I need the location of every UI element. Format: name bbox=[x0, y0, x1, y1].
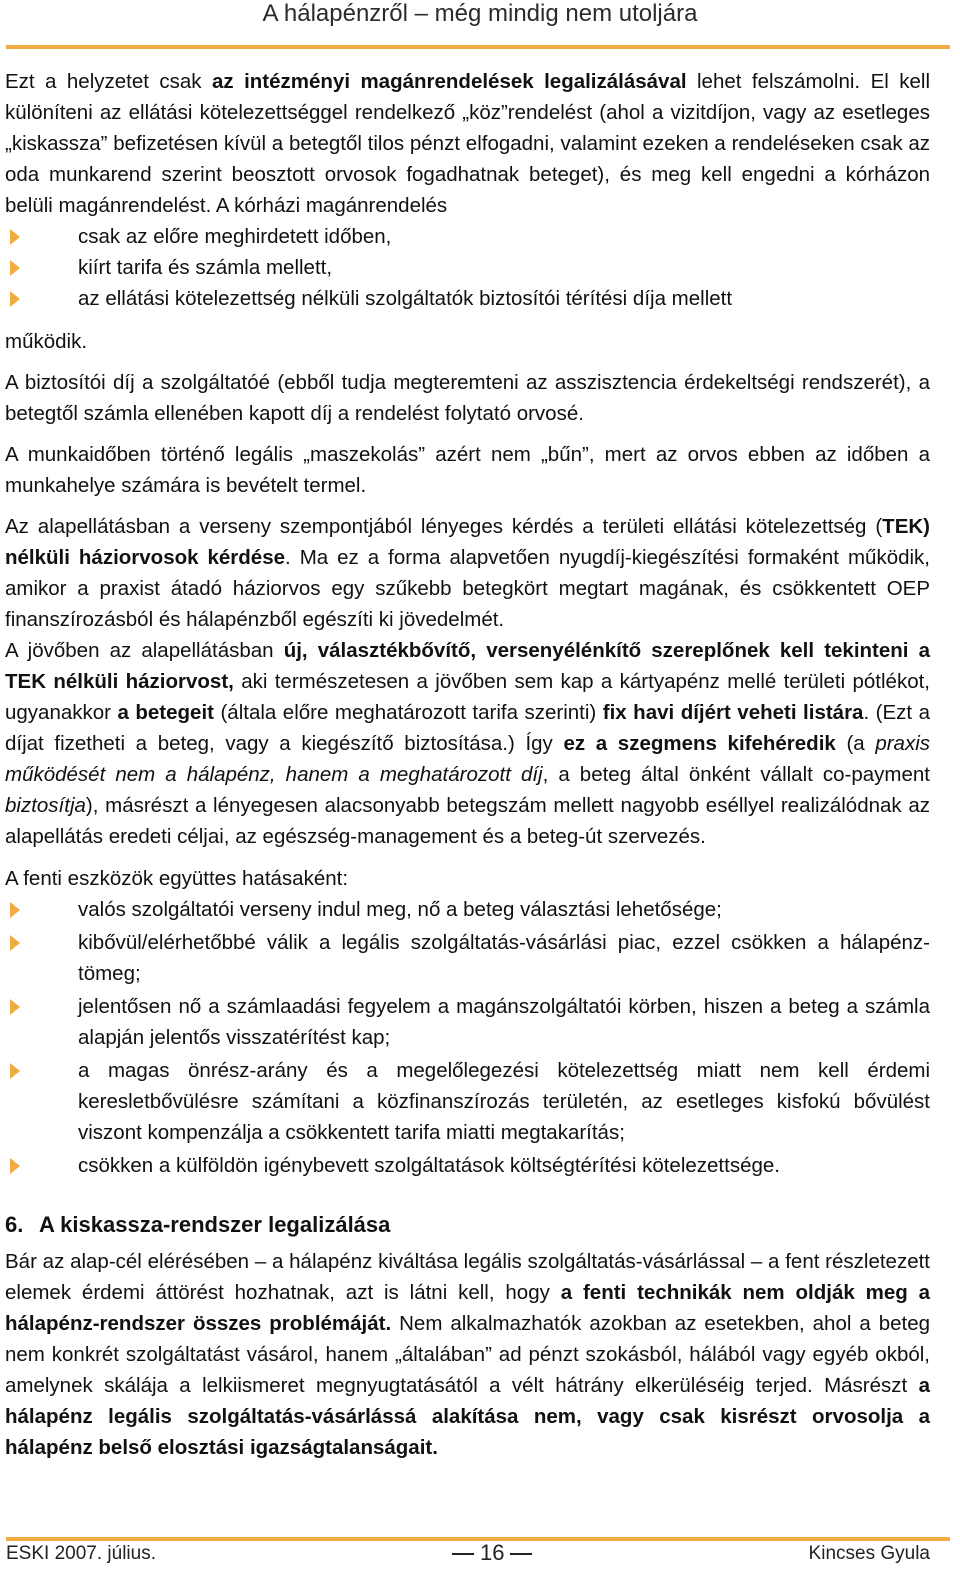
list-item: valós szolgáltatói verseny indul meg, nő a beteg választási lehetősége; bbox=[5, 894, 930, 925]
paragraph-5: A jövőben az alapellátásban új, választékbővítő, versenyélénkítő szereplőnek kell tekinteni a TEK nélküli háziorvost, aki természetesen a jövőben sem kap a kártyapénz mellé területi pótlékot, ugyanakkor a betegeit (általa előre meghatározott tarifa szerinti) fix havi díjért veheti listára. (Ezt a díjat fizetheti a beteg, vagy a kiegészítő biztosítása.) Így ez a szegmens kifehéredik (a praxis működését nem a hálapénz, hanem a meghatározott díj, a beteg által önként vállalt co-payment biztosítja), másrészt a lényegesen alacsonyabb betegszám mellett nagyobb eséllyel realizálódnak az alapellátás eredeti céljai, az egészség-management és a beteg-út szervezés. bbox=[5, 639, 931, 848]
page-footer bbox=[6, 1540, 930, 1569]
paragraph-1-end: működik. bbox=[5, 330, 88, 353]
list-item: csak az előre meghirdetett időben, bbox=[5, 221, 930, 252]
dash-decoration bbox=[510, 1553, 532, 1555]
bullet-list-1 bbox=[5, 221, 930, 314]
footer-left: ESKI 2007. július. bbox=[6, 1543, 156, 1564]
page-header-title: A hálapénzről – még mindig nem utoljára bbox=[262, 0, 698, 27]
list-item: a magas önrész-arány és a megelőlegezési kötelezettség miatt nem kell érdemi keresletbővülésre számítani a közfinanszírozás területén, az esetleges kisfokú bővülést viszont kompenzálja a csökkentett tarifa miatti megtakarítás; bbox=[5, 1055, 930, 1148]
bullet-arrow-icon bbox=[10, 1063, 20, 1079]
section-heading: 6. A kiskassza-rendszer legalizálása bbox=[5, 1212, 391, 1237]
footer-author: Kincses Gyula bbox=[808, 1543, 930, 1564]
dash-decoration bbox=[452, 1553, 474, 1555]
bullet-arrow-icon bbox=[10, 291, 20, 307]
paragraph-4: Az alapellátásban a verseny szempontjából lényeges kérdés a területi ellátási kötelezettség (TEK) nélküli háziorvosok kérdése. Ma ez a forma alapvetően nyugdíj-kiegészítési formaként működik, amikor a praxist átadó háziorvos egy szűkebb betegkört megtart magának, és csökkentett OEP finanszírozásból és hálapénzből egészíti ki jövedelmét. bbox=[5, 515, 930, 631]
bullet-arrow-icon bbox=[10, 229, 20, 245]
bullet-list-2 bbox=[5, 894, 930, 1181]
list-item: csökken a külföldön igénybevett szolgáltatások költségtérítési kötelezettsége. bbox=[5, 1150, 930, 1181]
bullet-arrow-icon bbox=[10, 999, 20, 1015]
paragraph-1: Ezt a helyzetet csak az intézményi magánrendelések legalizálásával lehet felszámolni. El kell különíteni az ellátási kötelezettséggel rendelkező „köz”rendelést (ahol a vizitdíjon, vagy az esetleges „kiskassza” befizetésen kívül a betegtől tilos pénzt elfogadni, valamint ezeken a rendeléseken csak az oda munkarend szerint beosztott orvosok fogadhatnak beteget), és meg kell engedni a kórházon belüli magánrendelést. A kórházi magánrendelés bbox=[5, 70, 930, 217]
paragraph-7: Bár az alap-cél elérésében – a hálapénz kiváltása legális szolgáltatás-vásárlással – a fent részletezett elemek érdemi áttörést hozhatnak, azt is látni kell, hogy a fenti technikák nem oldják meg a hálapénz-rendszer összes problémáját. Nem alkalmazhatók azokban az esetekben, ahol a beteg nem konkrét szolgáltatást vásárol, hanem „általában” ad pénzt szokásból, hálából vagy egyéb okból, amelynek skálája a lelkiismeret megnyugtatásától a vélt hátrány elkerüléséig terjed. Másrészt a hálapénz legális szolgáltatás-vásárlássá alakítása nem, vagy csak kisrészt orvosolja a hálapénz belső elosztási igazságtalanságait. bbox=[5, 1250, 930, 1459]
list-item: kiírt tarifa és számla mellett, bbox=[5, 252, 930, 283]
bullet-arrow-icon bbox=[10, 1158, 20, 1174]
page-number: 16 bbox=[446, 1540, 538, 1566]
paragraph-2: A biztosítói díj a szolgáltatóé (ebből tudja megteremteni az asszisztencia érdekeltségi rendszerét), a betegtől számla ellenében kapott díj a rendelést folytató orvosé. bbox=[5, 371, 930, 425]
paragraph-6: A fenti eszközök együttes hatásaként: bbox=[5, 867, 349, 890]
bullet-arrow-icon bbox=[10, 902, 20, 918]
list-item: kibővül/elérhetőbbé válik a legális szolgáltatás-vásárlási piac, ezzel csökken a hálapénz-tömeg; bbox=[5, 927, 930, 989]
document-body bbox=[5, 66, 930, 1463]
list-item: az ellátási kötelezettség nélküli szolgáltatók biztosítói térítési díja mellett bbox=[5, 283, 930, 314]
bullet-arrow-icon bbox=[10, 935, 20, 951]
header-divider bbox=[6, 45, 950, 49]
paragraph-3: A munkaidőben történő legális „maszekolás” azért nem „bűn”, mert az orvos ebben az időben a munkahelye számára is bevételt termel. bbox=[5, 443, 930, 497]
bullet-arrow-icon bbox=[10, 260, 20, 276]
list-item: jelentősen nő a számlaadási fegyelem a magánszolgáltatói körben, hiszen a beteg a számla alapján jelentős visszatérítést kap; bbox=[5, 991, 930, 1053]
